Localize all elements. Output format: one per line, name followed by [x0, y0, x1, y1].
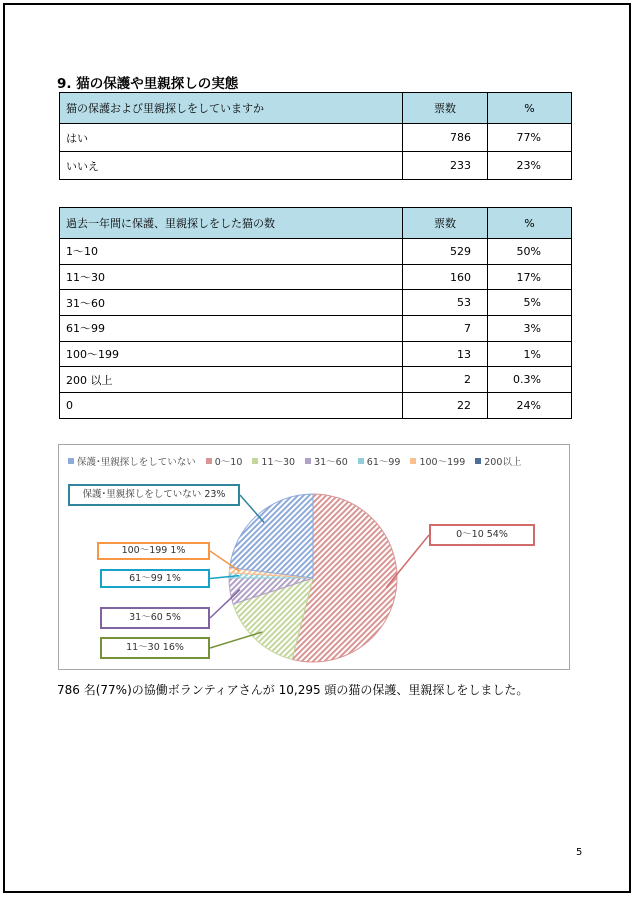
table-cell-percent: 17% [488, 264, 572, 290]
table-cell-votes: 7 [403, 316, 488, 342]
table-cell-percent: 77% [488, 124, 572, 152]
table-cell-label: いいえ [60, 152, 403, 180]
table-cell-label: はい [60, 124, 403, 152]
table-cell-percent: 24% [488, 393, 572, 419]
legend-label: 200以上 [484, 457, 522, 468]
leader-line [210, 632, 262, 648]
table-cell-label: 0 [60, 393, 403, 419]
table-cell-votes: 2 [403, 367, 488, 393]
table-cell-votes: 13 [403, 341, 488, 367]
table-cell-percent: 3% [488, 316, 572, 342]
page-number: 5 [576, 847, 583, 858]
table-cell-percent: 50% [488, 239, 572, 265]
table-cell-percent: 0.3% [488, 367, 572, 393]
table-cell-label: 200 以上 [60, 367, 403, 393]
summary-text: 786 名(77%)の協働ボランティアさんが 10,295 頭の猫の保護、里親探しをしました。 [57, 683, 529, 697]
table-cell-votes: 22 [403, 393, 488, 419]
table-cell-label: 1～10 [60, 239, 403, 265]
section-title: 9. 猫の保護や里親探しの実態 [57, 76, 239, 92]
legend-label: 保護･里親探しをしていない [77, 457, 196, 468]
legend-label: 11～30 [261, 457, 296, 468]
table-cell-votes: 529 [403, 239, 488, 265]
leader-line [240, 495, 264, 522]
data-label: 11～30 16% [100, 637, 210, 659]
table-header-percent: % [488, 93, 572, 124]
table-cell-percent: 1% [488, 341, 572, 367]
table-cell-votes: 233 [403, 152, 488, 180]
table-header-question: 過去一年間に保護、里親探しをした猫の数 [60, 208, 403, 239]
table-cell-votes: 160 [403, 264, 488, 290]
table-cell-votes: 786 [403, 124, 488, 152]
table-header-percent: % [488, 208, 572, 239]
legend-label: 0～10 [214, 457, 243, 468]
table-cell-label: 31～60 [60, 290, 403, 316]
legend-label: 100～199 [419, 457, 466, 468]
table-cell-label: 61～99 [60, 316, 403, 342]
table-cell-label: 11～30 [60, 264, 403, 290]
pie-slice [230, 494, 313, 578]
legend-label: 61～99 [366, 457, 401, 468]
table-cell-percent: 23% [488, 152, 572, 180]
data-label: 保護･里親探しをしていない 23% [68, 484, 240, 506]
table-header-votes: 票数 [403, 93, 488, 124]
data-label: 100～199 1% [97, 542, 210, 560]
data-label: 61～99 1% [100, 569, 210, 588]
table-cell-votes: 53 [403, 290, 488, 316]
table-cell-percent: 5% [488, 290, 572, 316]
legend-label: 31～60 [314, 457, 348, 468]
table-cell-label: 100～199 [60, 341, 403, 367]
table-header-votes: 票数 [403, 208, 488, 239]
table-header-question: 猫の保護および里親探しをしていますか [60, 93, 403, 124]
data-label: 31～60 5% [100, 607, 210, 629]
data-label: 0～10 54% [429, 524, 535, 546]
